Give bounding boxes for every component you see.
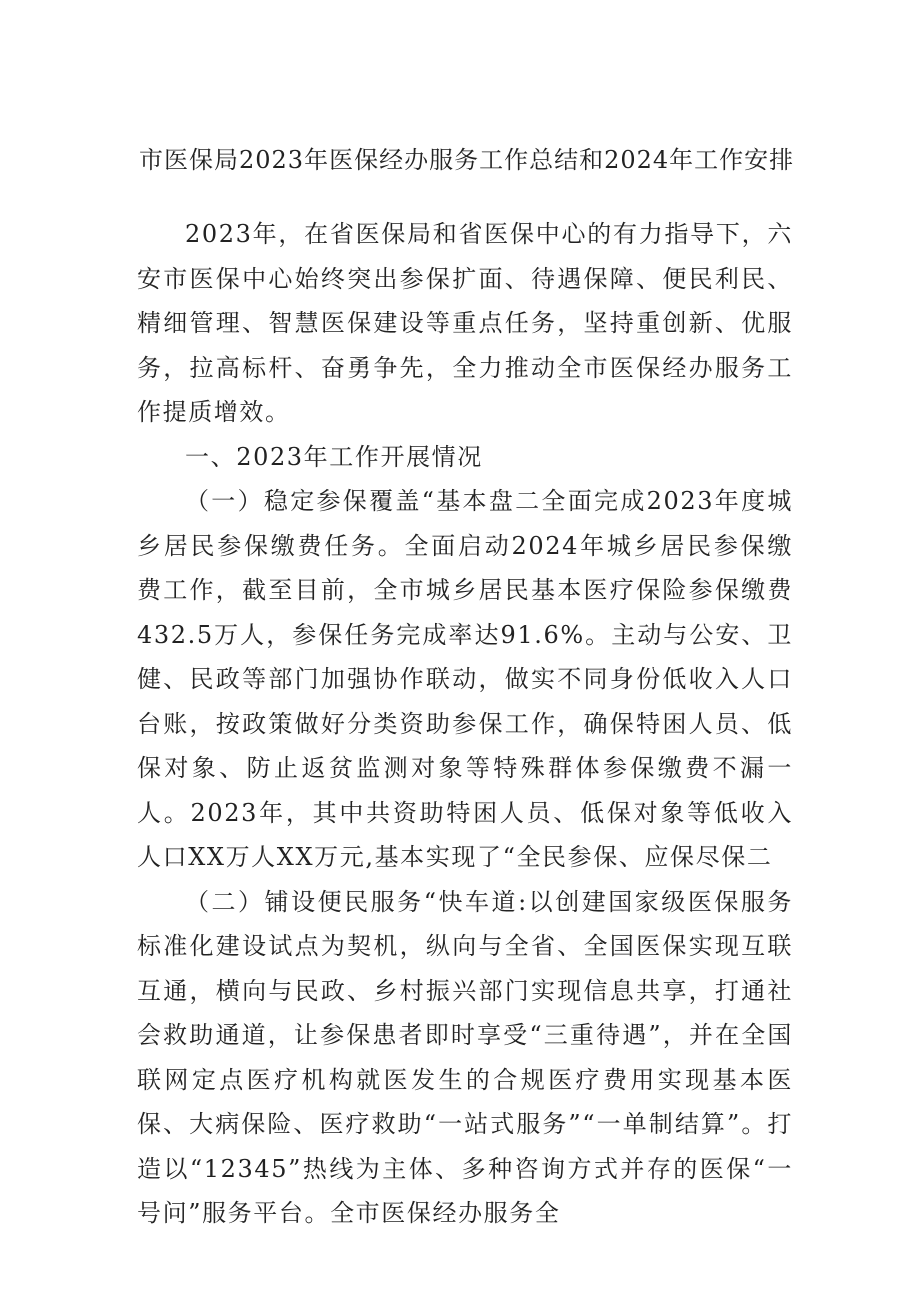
document-title: 市医保局2023年医保经办服务工作总结和2024年工作安排 bbox=[139, 146, 795, 174]
item-2-paragraph: （二）铺设便民服务“快车道:以创建国家级医保服务标准化建设试点为契机，纵向与全省、全国医保实现互联互通，横向与民政、乡村振兴部门实现信息共享，打通社会救助通道，让参保患者即时享受“三重待遇”，并在全国联网定点医疗机构就医发生的合规医疗费用实现基本医保、大病保险、医疗救助“一站式服务”“一单制结算”。打造以“12345”热线为主体、多种咨询方式并存的医保“一号问”服务平台。全市医保经办服务全 bbox=[137, 887, 793, 1227]
intro-paragraph: 2023年，在省医保局和省医保中心的有力指导下，六安市医保中心始终突出参保扩面、待遇保障、便民利民、精细管理、智慧医保建设等重点任务，坚持重创新、优服务，拉高标杆、奋勇争先，全力推动全市医保经办服务工作提质增效。 bbox=[137, 220, 793, 426]
item-1-paragraph: （一）稳定参保覆盖“基本盘二全面完成2023年度城乡居民参保缴费任务。全面启动2024年城乡居民参保缴费工作，截至目前，全市城乡居民基本医疗保险参保缴费432.5万人，参保任务完成率达91.6%。主动与公安、卫健、民政等部门加强协作联动，做实不同身份低收入人口台账，按政策做好分类资助参保工作，确保特困人员、低保对象、防止返贫监测对象等特殊群体参保缴费不漏一人。2023年，其中共资助特困人员、低保对象等低收入人口XX万人XX万元,基本实现了“全民参保、应保尽保二 bbox=[137, 487, 793, 871]
document-body bbox=[137, 212, 793, 1236]
section-heading: 一、2023年工作开展情况 bbox=[185, 442, 483, 471]
